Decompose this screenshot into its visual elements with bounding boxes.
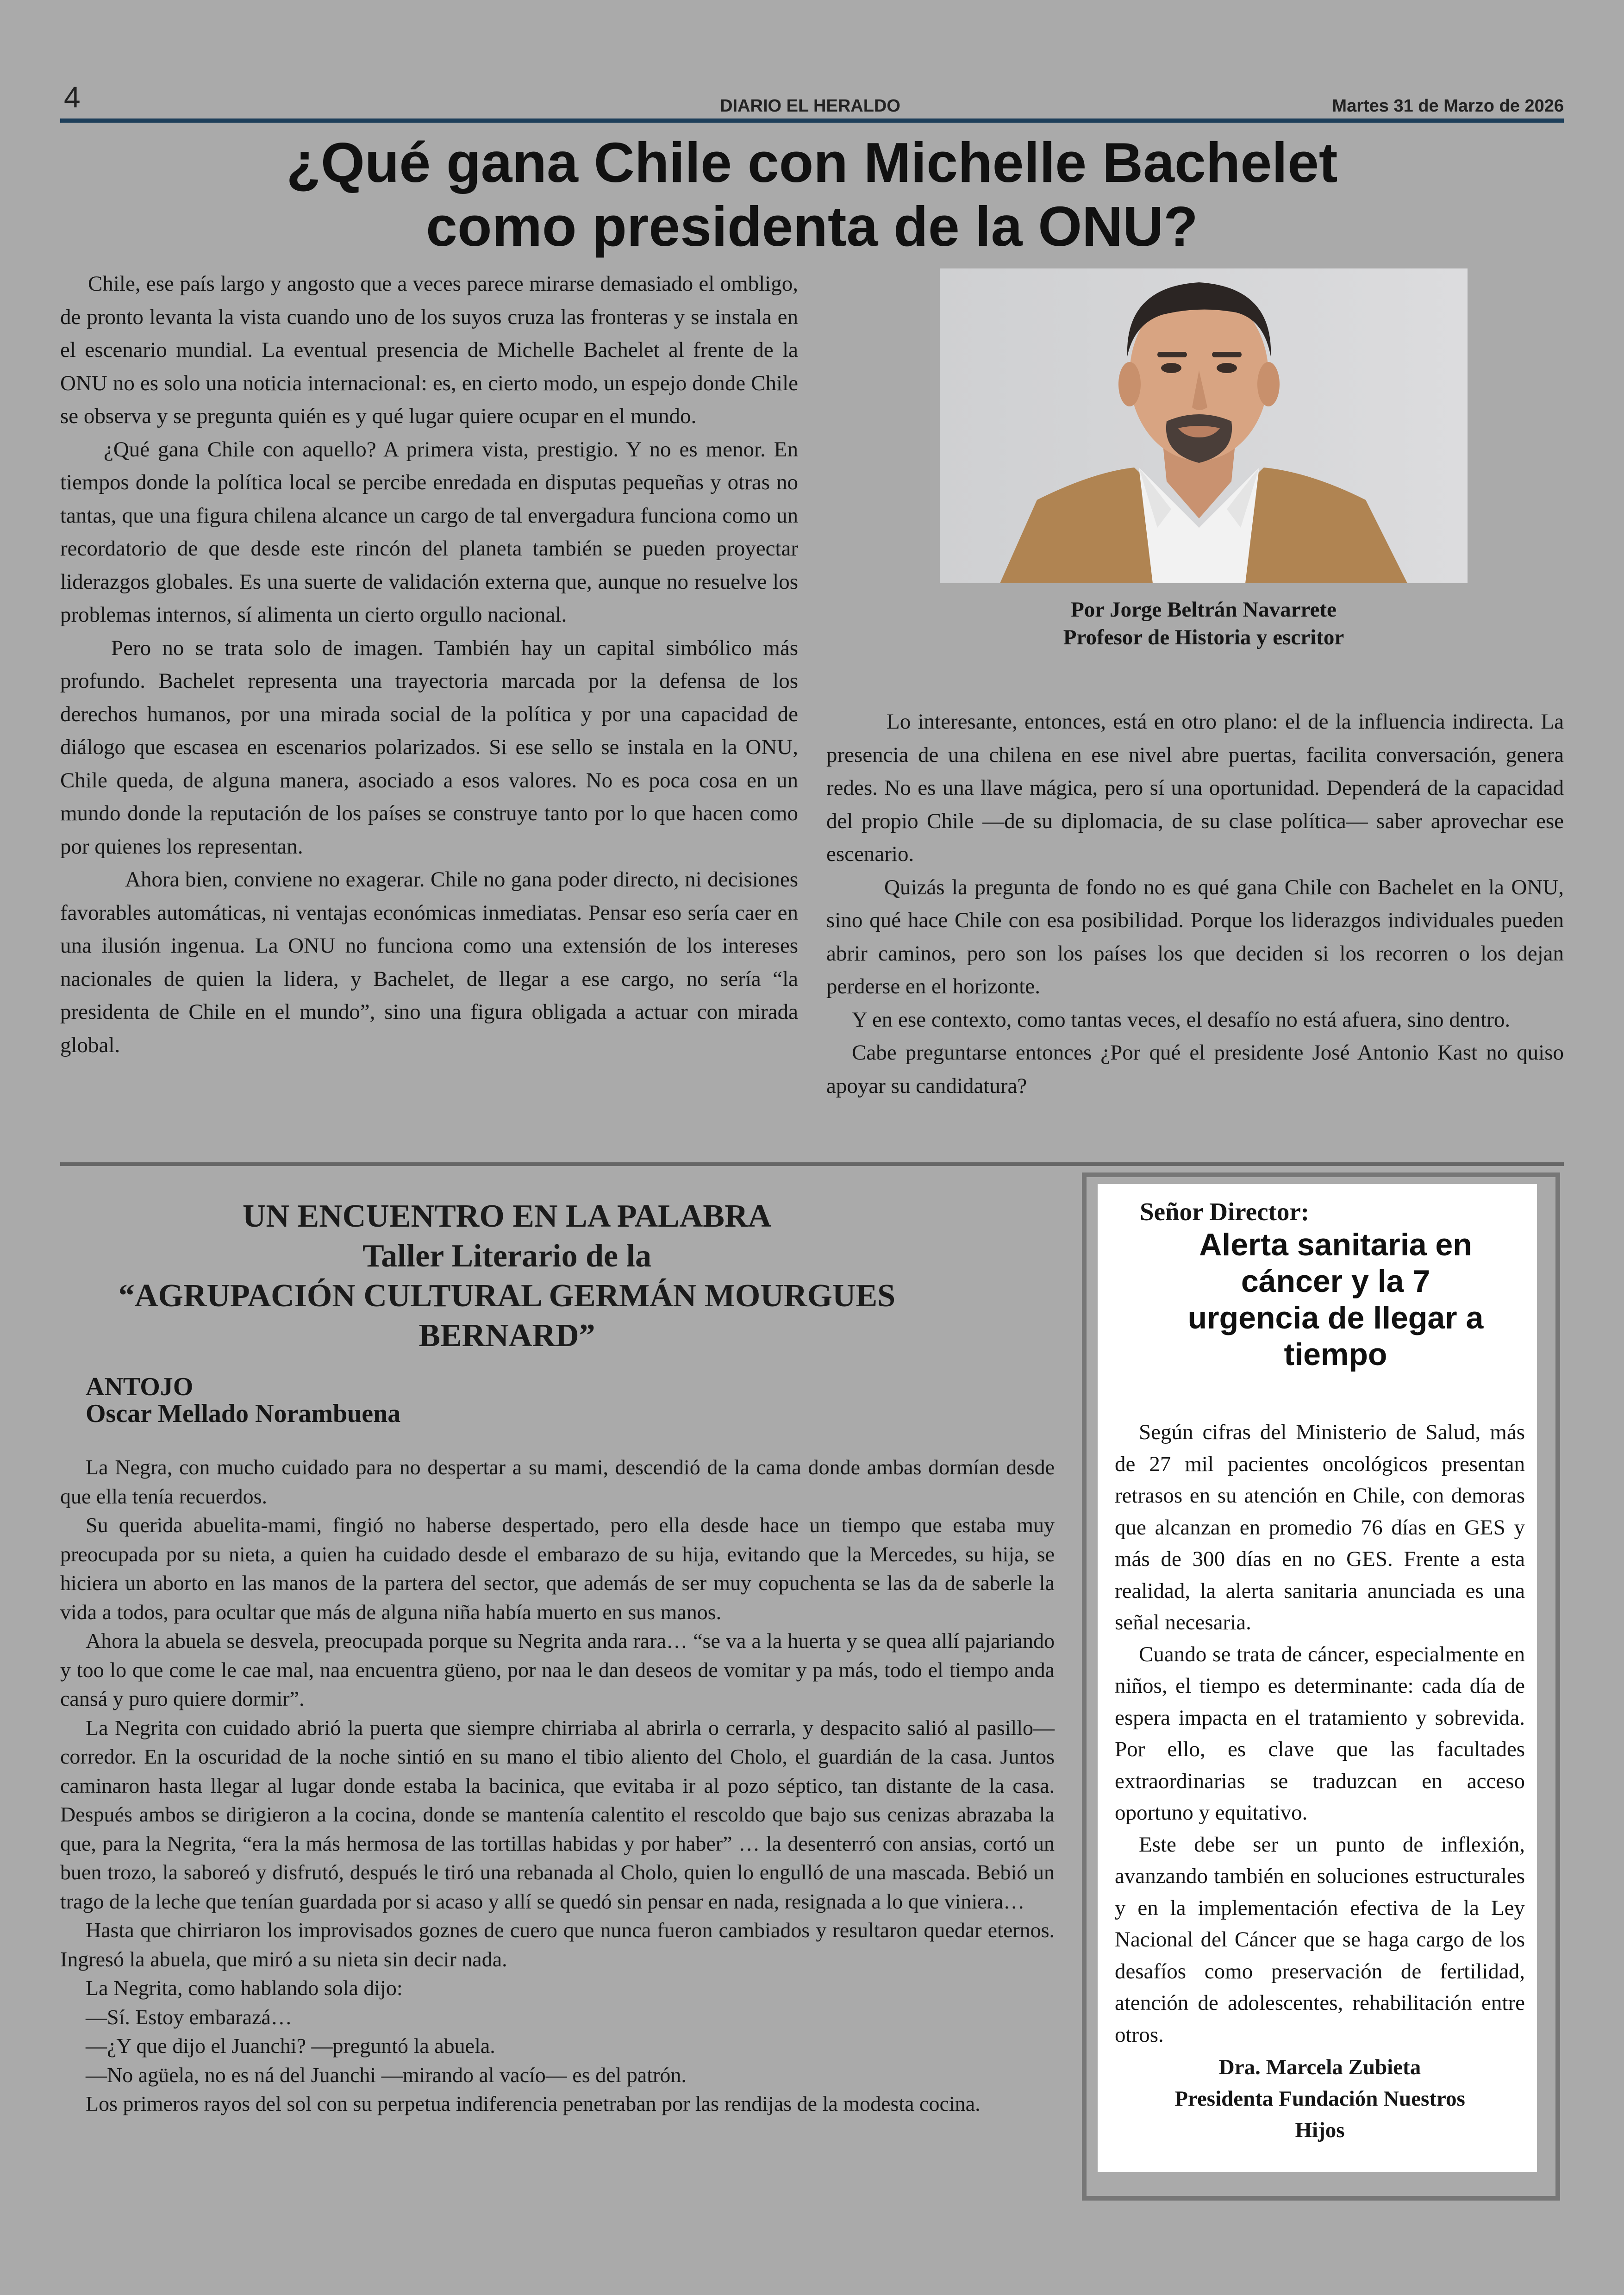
author-byline — [917, 596, 1491, 651]
letter-paragraph: Este debe ser un punto de inflexión, avanzando también en soluciones estructurales y en la implementación efectiva de la Ley Nacional del Cáncer que se haga cargo de los desafíos como preservación de fertilidad, atención de adolescentes, rehabilitación entre otros. — [1115, 1832, 1525, 2047]
story-paragraph: La Negrita, como hablando sola dijo: — [86, 1976, 403, 2000]
letter-salutation: Señor Director: — [1140, 1197, 1310, 1226]
letter-title-line-4: tiempo — [1284, 1337, 1387, 1372]
story-author: Oscar Mellado Norambuena — [86, 1399, 401, 1428]
story-body — [60, 1453, 1055, 2119]
main-headline-line-1: ¿Qué gana Chile con Michelle Bachelet — [286, 131, 1338, 194]
literary-heading-line-2: Taller Literario de la — [362, 1238, 652, 1274]
letter-body — [1115, 1416, 1525, 2051]
story-dialogue-line: —No agüela, no es ná del Juanchi —mirando al vacío— es del patrón. — [86, 2063, 687, 2087]
article-paragraph: Chile, ese país largo y angosto que a veces parece mirarse demasiado el ombligo, de pronto levanta la vista cuando uno de los suyos cruza las fronteras y se instala en el escenario mundial. La eventual presencia de Michelle Bachelet al frente de la ONU no es solo una noticia internacional: es, en cierto modo, un espejo donde Chile se observa y se pregunta quién es y qué lugar quiere ocupar en el mundo. — [60, 272, 798, 428]
letter-title-line-2: cáncer y la 7 — [1241, 1264, 1430, 1299]
letter-title-line-3: urgencia de llegar a — [1187, 1300, 1484, 1335]
newspaper-name: DIARIO EL HERALDO — [720, 96, 900, 116]
author-photo — [940, 268, 1468, 583]
section-divider — [60, 1162, 1564, 1166]
letter-signature — [1115, 2052, 1525, 2146]
article-paragraph: Cabe preguntarse entonces ¿Por qué el presidente José Antonio Kast no quiso apoyar su candidatura? — [826, 1041, 1564, 1098]
signature-role-line-1: Presidenta Fundación Nuestros — [1174, 2087, 1465, 2111]
article-paragraph: Y en ese contexto, como tantas veces, el desafío no está afuera, sino dentro. — [852, 1007, 1511, 1032]
story-dialogue-line: —¿Y que dijo el Juanchi? —preguntó la abuela. — [86, 2034, 495, 2058]
article-paragraph: Quizás la pregunta de fondo no es qué gana Chile con Bachelet en la ONU, sino qué hace Chile con esa posibilidad. Porque los liderazgos individuales pueden abrir caminos, pero son los países los que deciden si los recorren o los dejan perderse en el horizonte. — [826, 875, 1564, 998]
literary-heading-line-3: “AGRUPACIÓN CULTURAL GERMÁN MOURGUES — [118, 1278, 896, 1314]
main-headline — [60, 131, 1564, 258]
story-paragraph: Los primeros rayos del sol con su perpetua indiferencia penetraban por las rendijas de la modesta cocina. — [86, 2092, 981, 2115]
signature-role-line-2: Hijos — [1295, 2118, 1345, 2142]
article-paragraph: ¿Qué gana Chile con aquello? A primera vista, prestigio. Y no es menor. En tiempos donde la política local se percibe enredada en disputas pequeñas y otras no tantas, que una figura chilena alcance un cargo de tal envergadura funciona como un recordatorio de que desde este rincón del planeta también se pueden proyectar liderazgos globales. Es una suerte de validación externa que, aunque no resuelve los problemas internos, sí alimenta un cierto orgullo nacional. — [60, 437, 798, 627]
story-paragraph: Su querida abuelita-mami, fingió no haberse despertado, pero ella desde hace un tiempo que estaba muy preocupada por su nieta, a quien ha cuidado desde el embarazo de su hija, evitando que la Mercedes, su hija, se hiciera un aborto en las manos de la partera del sector, que además de ser muy copuchenta se las da de saberle la vida a todos, para ocultar que más de alguna niña había muerto en sus manos. — [60, 1513, 1055, 1624]
article-paragraph: Ahora bien, conviene no exagerar. Chile no gana poder directo, ni decisiones favorables automáticas, ni ventajas económicas inmediatas. Pensar eso sería caer en una ilusión ingenua. La ONU no funciona como una extensión de los intereses nacionales de quien la lidera, y Bachelet, de llegar a ese cargo, no sería “la presidenta de Chile en el mundo”, sino una figura obligada a actuar con mirada global. — [60, 867, 798, 1057]
article-paragraph: Lo interesante, entonces, está en otro plano: el de la influencia indirecta. La presencia de una chilena en ese nivel abre puertas, facilita conversación, genera redes. No es una llave mágica, pero sí una oportunidad. Dependerá de la capacidad del propio Chile —de su diplomacia, de su clase política— saber aprovechar ese escenario. — [826, 710, 1564, 866]
story-dialogue-line: —Sí. Estoy embarazá… — [86, 2005, 292, 2029]
story-paragraph: Ahora la abuela se desvela, preocupada porque su Negrita anda rara… “se va a la huerta y se quea allí pajariando y too lo que come le cae mal, naa encuentra güeno, por naa le dan deseos de vomitar y pa más, todo el tiempo anda cansá y puro quiere dormir”. — [60, 1629, 1055, 1710]
story-paragraph: La Negra, con mucho cuidado para no despertar a su mami, descendió de la cama donde ambas dormían desde que ella tenía recuerdos. — [60, 1455, 1055, 1508]
page-number: 4 — [64, 81, 81, 114]
main-headline-line-2: como presidenta de la ONU? — [426, 195, 1198, 258]
author-role: Profesor de Historia y escritor — [1063, 625, 1344, 649]
letter-paragraph: Según cifras del Ministerio de Salud, más de 27 mil pacientes oncológicos presentan retrasos en su atención en Chile, con demoras que alcanzan en promedio 76 días en GES y más de 300 días en no GES. Frente a esta realidad, la alerta sanitaria anunciada es una señal necesaria. — [1115, 1420, 1525, 1634]
header-divider — [60, 118, 1564, 123]
literary-section-heading — [60, 1197, 954, 1356]
story-paragraph: La Negrita con cuidado abrió la puerta que siempre chirriaba al abrirla o cerrarla, y despacito salió al pasillo—corredor. En la oscuridad de la noche sintió en su mano el tibio aliento del Cholo, el guardián de la casa. Juntos caminaron hasta llegar al lugar donde estaba la bacinica, que evitaba ir al pozo séptico, tan distante de la casa. Después ambos se dirigieron a la cocina, donde se mantenía calentito el rescoldo que bajo sus cenizas abrazaba la que, para la Negrita, “era la más hermosa de las tortillas habidas y por haber” … la desenterró con ansias, cortó un buen trozo, la saboreó y disfrutó, después le tiró una rebanada al Cholo, quien lo engulló de una mascada. Bebió un trago de la leche que tenían guardada por si acaso y allí se quedó sin pensar en nada, resignada a lo que viniera… — [60, 1715, 1055, 1913]
article-right-column — [826, 705, 1564, 1103]
letter-paragraph: Cuando se trata de cáncer, especialmente en niños, el tiempo es determinante: cada día de espera impacta en el tratamiento y sobrevida. Por ello, es clave que las facultades extraordinarias se traduzcan en acceso oportuno y equitativo. — [1115, 1642, 1525, 1825]
literary-heading-line-4: BERNARD” — [418, 1318, 595, 1353]
article-left-column — [60, 268, 798, 1062]
author-name: Por Jorge Beltrán Navarrete — [1071, 598, 1337, 622]
story-paragraph: Hasta que chirriaron los improvisados goznes de cuero que nunca fueron cambiados y resultaron quedar eternos. Ingresó la abuela, que miró a su nieta sin decir nada. — [60, 1918, 1055, 1971]
article-paragraph: Pero no se trata solo de imagen. También hay un capital simbólico más profundo. Bachelet representa una trayectoria marcada por la defensa de los derechos humanos, por una mirada social de la política y por una capacidad de diálogo que escasea en escenarios polarizados. Si ese sello se instala en la ONU, Chile queda, de alguna manera, asociado a esos valores. No es poca cosa en un mundo donde la reputación de los países se construye tanto por lo que hacen como por quienes los representan. — [60, 636, 798, 859]
story-title: ANTOJO — [86, 1372, 194, 1401]
letter-title — [1111, 1227, 1560, 1373]
issue-date: Martes 31 de Marzo de 2026 — [1332, 96, 1564, 116]
letter-title-line-1: Alerta sanitaria en — [1199, 1227, 1472, 1262]
author-portrait-illustration — [940, 268, 1468, 583]
literary-heading-line-1: UN ENCUENTRO EN LA PALABRA — [242, 1198, 772, 1234]
signature-name: Dra. Marcela Zubieta — [1218, 2055, 1421, 2079]
